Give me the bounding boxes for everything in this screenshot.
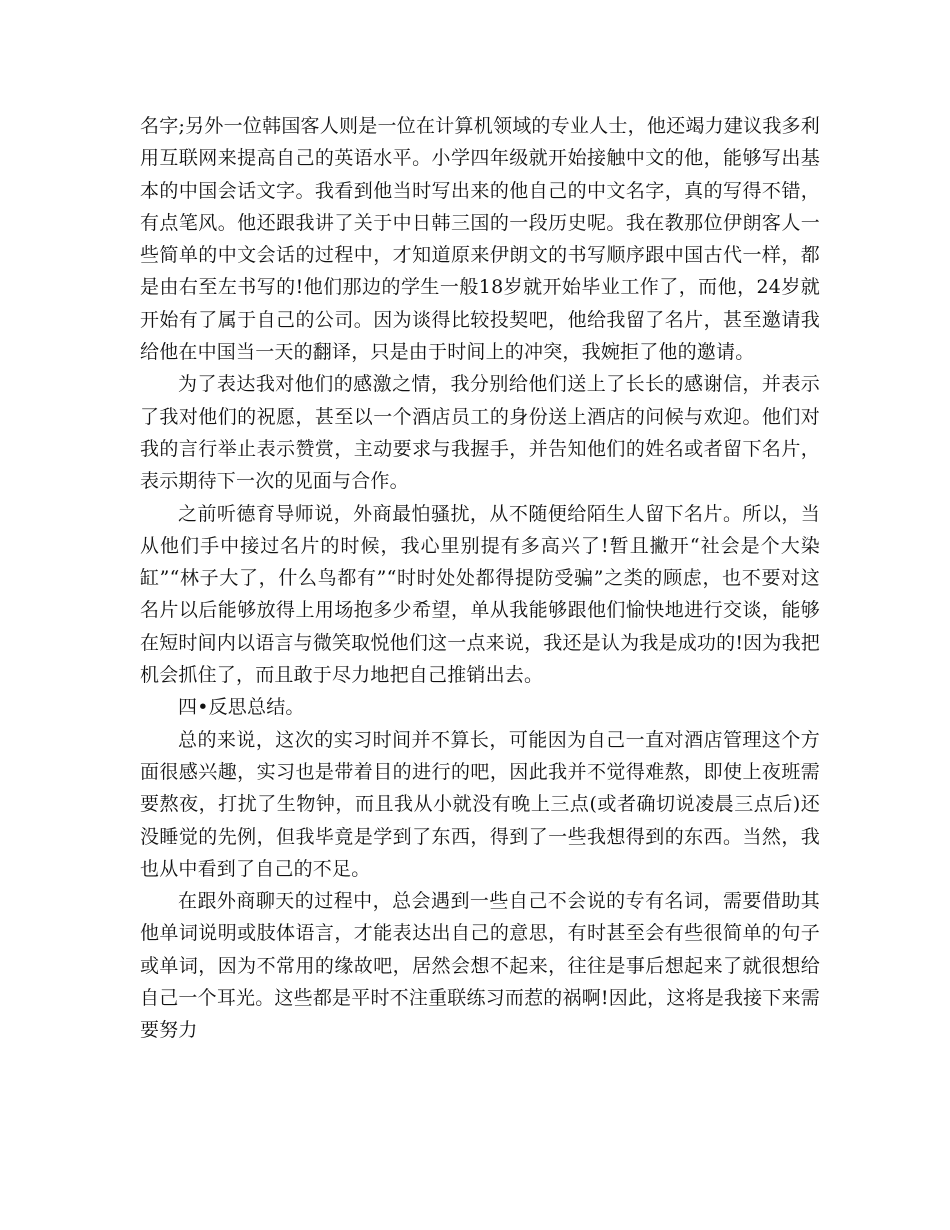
paragraph-business-cards: 之前听德育导师说，外商最怕骚扰，从不随便给陌生人留下名片。所以，当从他们手中接过名片的时候，我心里别提有多高兴了!暂且撇开“社会是个大染缸”“林子大了，什么鸟都有”“时时处处都得提防受骗”之类的顾虑，也不要对这名片以后能够放得上用场抱多少希望，单从我能够跟他们愉快地进行交谈，能够在短时间内以语言与微笑取悦他们这一点来说，我还是认为我是成功的!因为我把机会抓住了，而且敢于尽力地把自己推销出去。 <box>140 502 820 687</box>
paragraph-summary: 总的来说，这次的实习时间并不算长，可能因为自己一直对酒店管理这个方面很感兴趣，实习也是带着目的进行的吧，因此我并不觉得难熬，即使上夜班需要熬夜，打扰了生物钟，而且我从小就没有晚上三点(或者确切说凌晨三点后)还没睡觉的先例，但我毕竟是学到了东西，得到了一些我想得到的东西。当然，我也从中看到了自己的不足。 <box>140 728 820 880</box>
section-heading-reflection: 四•反思总结。 <box>178 696 305 719</box>
document-body <box>140 110 820 1047</box>
paragraph-continued: 名字;另外一位韩国客人则是一位在计算机领域的专业人士，他还竭力建议我多利用互联网来提高自己的英语水平。小学四年级就开始接触中文的他，能够写出基本的中国会话文字。我看到他当时写出来的他自己的中文名字，真的写得不错，有点笔风。他还跟我讲了关于中日韩三国的一段历史呢。我在教那位伊朗客人一些简单的中文会话的过程中，才知道原来伊朗文的书写顺序跟中国古代一样，都是由右至左书写的!他们那边的学生一般18岁就开始毕业工作了，而他，24岁就开始有了属于自己的公司。因为谈得比较投契吧，他给我留了名片，甚至邀请我给他在中国当一天的翻译，只是由于时间上的冲突，我婉拒了他的邀请。 <box>140 115 820 364</box>
paragraph-gratitude: 为了表达我对他们的感激之情，我分别给他们送上了长长的感谢信，并表示了我对他们的祝愿，甚至以一个酒店员工的身份送上酒店的问候与欢迎。他们对我的言行举止表示赞赏，主动要求与我握手，并告知他们的姓名或者留下名片，表示期待下一次的见面与合作。 <box>140 373 820 493</box>
paragraph-shortcomings: 在跟外商聊天的过程中，总会遇到一些自己不会说的专有名词，需要借助其他单词说明或肢体语言，才能表达出自己的意思，有时甚至会有些很简单的句子或单词，因为不常用的缘故吧，居然会想不起来，往往是事后想起来了就很想给自己一个耳光。这些都是平时不注重联练习而惹的祸啊!因此，这将是我接下来需要努力 <box>140 890 820 1042</box>
